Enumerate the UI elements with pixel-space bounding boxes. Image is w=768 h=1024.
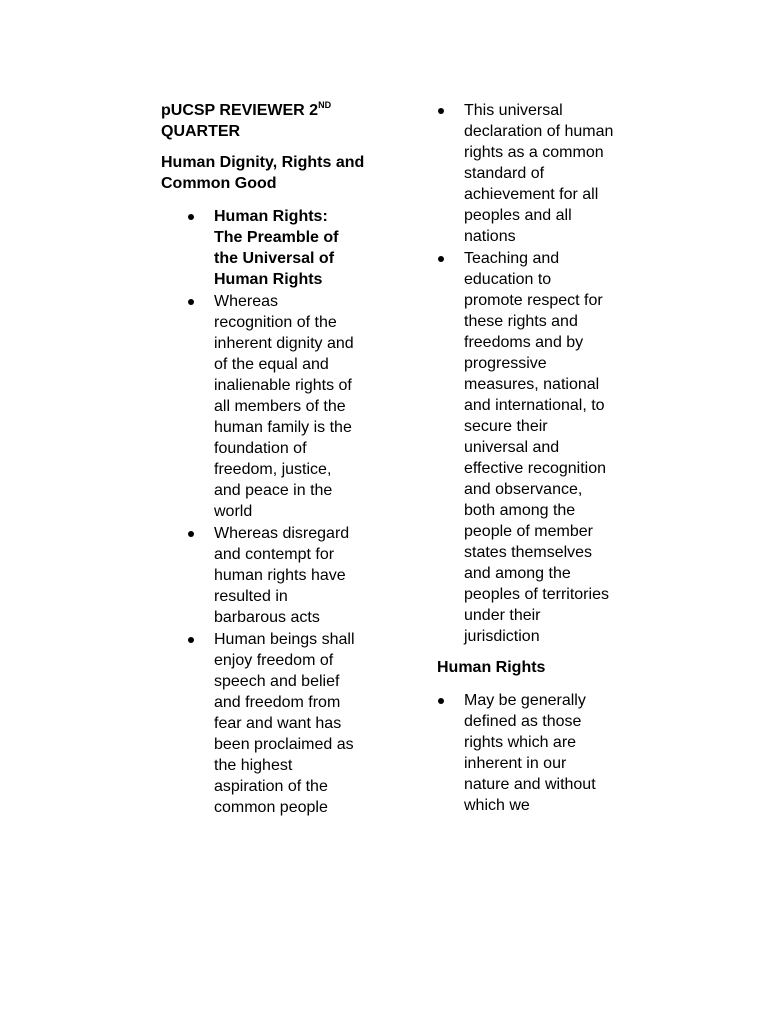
section-heading-human-dignity: Human Dignity, Rights and Common Good xyxy=(161,154,365,192)
left-column xyxy=(161,100,371,819)
right-column xyxy=(437,100,622,817)
document-title-superscript: ND xyxy=(318,100,332,110)
document-title xyxy=(161,100,361,142)
list-item xyxy=(161,291,359,522)
list-item-text: Teaching and education to promote respect for these rights and freedoms and by progressive measures, national and international, to secure their universal and effective recognition and observance, both among the people of member states themselves and among the peoples of territories under their jurisdiction xyxy=(464,250,609,645)
section-heading-human-rights: Human Rights xyxy=(437,659,546,676)
left-bullet-list xyxy=(161,206,371,818)
list-item xyxy=(437,690,614,816)
list-item-text: May be generally defined as those rights which are inherent in our nature and without which we xyxy=(464,692,596,814)
document-title-main: pUCSP REVIEWER 2 xyxy=(161,102,319,119)
bullet-icon xyxy=(188,637,194,643)
bullet-icon xyxy=(188,214,194,220)
list-item xyxy=(161,523,359,628)
list-item-text: Whereas disregard and contempt for human rights have resulted in barbarous acts xyxy=(214,525,350,626)
bullet-icon xyxy=(438,698,444,704)
list-item-text: Whereas recognition of the inherent dignity and of the equal and inalienable rights of all members of the human family is the foundation of freedom, justice, and peace in the world xyxy=(214,293,354,520)
list-item xyxy=(161,206,359,290)
list-item-text: Human beings shall enjoy freedom of speech and belief and freedom from fear and want has been proclaimed as the highest aspiration of the common people xyxy=(214,631,355,816)
right-bullet-list-top xyxy=(437,100,622,647)
right-bullet-list-bottom xyxy=(437,690,622,816)
list-item-text: This universal declaration of human rights as a common standard of achievement for all peoples and all nations xyxy=(464,102,614,245)
list-item xyxy=(437,248,614,647)
list-item xyxy=(437,100,614,247)
bullet-icon xyxy=(438,108,444,114)
list-item xyxy=(161,629,359,818)
document-title-line2: QUARTER xyxy=(161,123,241,140)
bullet-icon xyxy=(188,531,194,537)
list-item-text: Human Rights: The Preamble of the Universal of Human Rights xyxy=(214,208,339,288)
bullet-icon xyxy=(438,256,444,262)
bullet-icon xyxy=(188,299,194,305)
